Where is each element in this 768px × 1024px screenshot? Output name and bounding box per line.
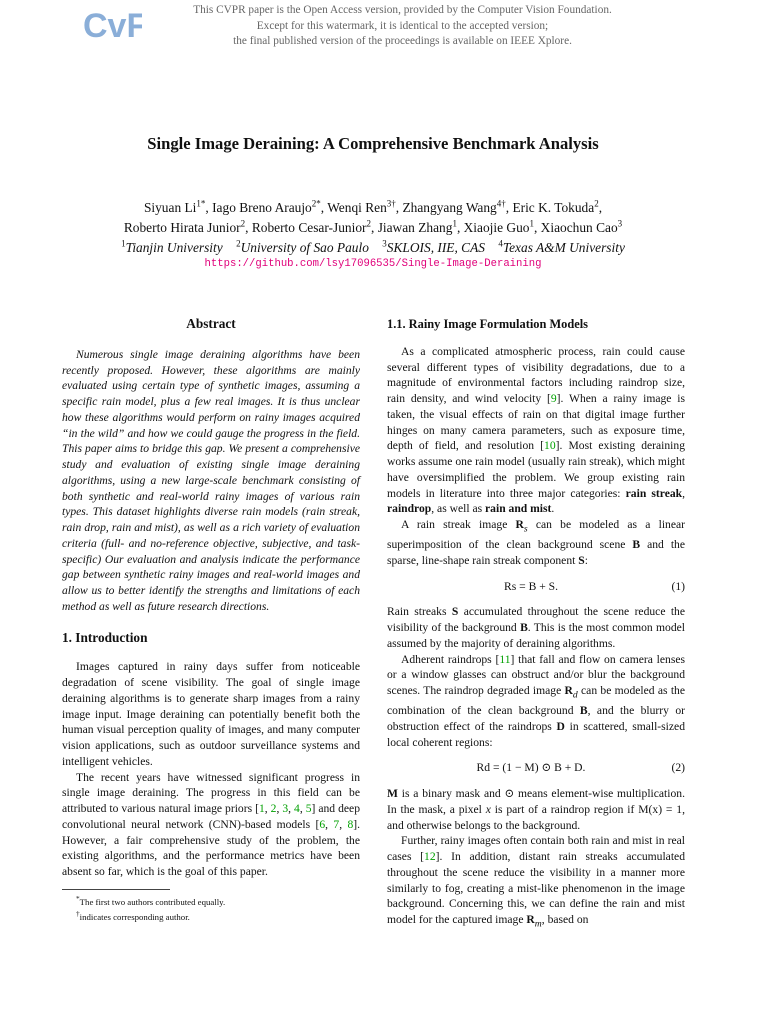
affiliation: University of Sao Paulo bbox=[240, 240, 369, 255]
author-sup: 3 bbox=[617, 218, 623, 229]
text-run: As a complicated atmospheric process, rain could cause several different types of visibility degradations, due to a magnitude of environmental factors including raindrop size, rain density, and wind velocity [ bbox=[387, 344, 685, 405]
text-run: , and otherwise belongs to the background. bbox=[387, 802, 685, 832]
math-symbol: D bbox=[556, 719, 565, 733]
author-name: Zhangyang Wang bbox=[402, 200, 497, 215]
math-symbol: R bbox=[564, 684, 573, 698]
text-run: , based on bbox=[541, 913, 589, 927]
math-symbol: B bbox=[579, 704, 588, 718]
math-expression: M(x) = 1 bbox=[638, 802, 683, 816]
body-paragraph bbox=[387, 604, 685, 651]
affiliation: SKLOIS, IIE, CAS bbox=[386, 240, 485, 255]
author-name: Xiaojie Guo bbox=[463, 220, 530, 235]
right-column bbox=[387, 315, 685, 932]
citation-link[interactable]: 12 bbox=[424, 850, 436, 864]
equation-body: Rd = (1 − M) ⊙ B + D. bbox=[476, 761, 586, 775]
author-name: Eric K. Tokuda bbox=[512, 200, 595, 215]
author-sup: 2 bbox=[366, 218, 371, 229]
equation-body: Rs = B + S. bbox=[504, 579, 558, 593]
author-sup: 4† bbox=[496, 198, 506, 209]
author-name: Jiawan Zhang bbox=[377, 220, 453, 235]
footnote-rule bbox=[62, 889, 170, 890]
cvf-logo-graphic bbox=[82, 6, 142, 44]
left-column bbox=[62, 315, 360, 923]
citation-link[interactable]: 8 bbox=[347, 817, 354, 831]
math-symbol: B bbox=[520, 621, 528, 635]
cvf-logo-text: CvF bbox=[83, 7, 142, 44]
paper-title: Single Image Deraining: A Comprehensive Benchmark Analysis bbox=[147, 134, 599, 153]
math-symbol: S bbox=[578, 553, 585, 567]
citation-link[interactable]: 7 bbox=[333, 817, 340, 831]
citation-link[interactable]: 10 bbox=[544, 439, 556, 453]
text-run: ]. Most existing deraining works assume one rain model (usually rain streak), which might have oversimplified the problem. We group existing rain models in literature into three major categories: bbox=[387, 439, 685, 500]
affiliation-num: 1 bbox=[121, 238, 126, 249]
citation-link[interactable]: 5 bbox=[305, 802, 312, 815]
watermark-line: the final published version of the proceedings is available on IEEE Xplore. bbox=[233, 35, 572, 47]
math-symbol: R bbox=[515, 518, 524, 531]
footnote-text: The first two authors contributed equally. bbox=[79, 896, 226, 907]
author-name: Siyuan Li bbox=[143, 200, 197, 215]
affiliation: Tianjin University bbox=[125, 240, 223, 255]
body-paragraph bbox=[387, 652, 685, 751]
text-run: , as well as bbox=[431, 502, 486, 516]
text-run: Rain streaks bbox=[387, 605, 452, 619]
text-run: Adherent raindrops [ bbox=[401, 652, 500, 666]
text-run: ]. However, a fair comprehensive study of the problem, the existing algorithms, and the performance metrics have been absent so far, which is the goal of this paper. bbox=[62, 817, 361, 878]
github-link[interactable]: https://github.com/lsy17096535/Single-Image-Deraining bbox=[204, 258, 542, 270]
author-sup: 1 bbox=[452, 218, 457, 229]
text-run: ]. In addition, distant rain streaks accumulated throughout the scene reduce the visibility in a manner more similarly to fog, creating a mist-like phenomenon in the image background. Concerning this, we can define the rain and mist model for the captured image bbox=[387, 850, 685, 927]
author-name: Roberto Cesar-Junior bbox=[251, 220, 367, 235]
citation-link[interactable]: 4 bbox=[294, 802, 300, 815]
footnote-mark: * bbox=[76, 893, 80, 903]
citation-link[interactable]: 1 bbox=[258, 802, 265, 815]
citation-link[interactable]: 11 bbox=[499, 652, 511, 666]
body-paragraph bbox=[387, 833, 685, 932]
text-run: is part of a raindrop region if bbox=[490, 802, 639, 816]
text-run: ]. When a rainy image is taken, the visual effects of rain on that digital image further hinges on many camera parameters, such as exposure time, depth of field, and resolution [ bbox=[387, 392, 685, 453]
equation-1 bbox=[387, 579, 685, 595]
math-symbol: S bbox=[451, 605, 459, 619]
citation-link[interactable]: 3 bbox=[282, 802, 289, 815]
footnote-mark: † bbox=[76, 908, 80, 918]
text-run: and the sparse, line-shape rain streak component bbox=[387, 538, 686, 567]
affiliation-num: 4 bbox=[498, 238, 503, 249]
author-sup: 2 bbox=[240, 218, 246, 229]
author-block bbox=[0, 198, 746, 258]
affiliation-line bbox=[0, 238, 746, 258]
footnote-text: indicates corresponding author. bbox=[79, 911, 190, 922]
keyword: raindrop bbox=[387, 502, 432, 516]
footnote bbox=[62, 893, 360, 908]
text-run: The recent years have witnessed significant progress in single image deraining. The progress in this field can be attributed to various natural image priors [ bbox=[62, 770, 360, 815]
open-access-watermark bbox=[150, 3, 655, 50]
text-run: A rain streak image bbox=[401, 518, 516, 531]
text-run: . bbox=[551, 502, 555, 516]
author-name: Wenqi Ren bbox=[327, 200, 387, 215]
equation-number: (1) bbox=[671, 579, 685, 593]
affiliation-num: 3 bbox=[382, 238, 387, 249]
citation-link[interactable]: 2 bbox=[270, 802, 277, 815]
author-name: Roberto Hirata Junior bbox=[123, 220, 241, 235]
math-symbol: x bbox=[485, 802, 491, 816]
author-sup: 1* bbox=[196, 198, 206, 209]
text-run: , bbox=[682, 486, 685, 500]
affiliation-num: 2 bbox=[236, 238, 241, 249]
text-run: accumulated throughout the scene reduce the visibility of the background bbox=[387, 605, 686, 635]
text-run: can be modeled as a linear superimposition of the clean background scene bbox=[387, 518, 685, 552]
footnote bbox=[62, 908, 360, 923]
author-sup: 2 bbox=[594, 198, 599, 209]
intro-paragraph: Images captured in rainy days suffer from noticeable degradation of scene visibility. The goal of single image deraining algorithms is to generate sharp images from a rainy image input. Image deraining can potentially benefit both the human visual perception quality of images, and many computer vision applications, such as outdoor surveillance systems and intelligent vehicles. bbox=[62, 660, 360, 768]
cvf-logo bbox=[82, 6, 142, 44]
keyword: rain streak bbox=[625, 486, 683, 500]
author-line: Siyuan $Li^{1*}$, Iago Breno Araujo$^{2*}$, Wenqi Ren$^{3\dagger}$, Zhangyang Wang$^{4\dagger}$, Eric K. Tokuda$^2$, bbox=[143, 198, 603, 215]
citation-link[interactable]: 6 bbox=[319, 817, 326, 831]
math-symbol: m bbox=[534, 918, 542, 930]
text-run: , and the blurry or obstruction effect of the raindrops bbox=[387, 704, 685, 733]
abstract-text: Numerous single image deraining algorithms have been recently proposed. However, these algorithms are mainly evaluated using certain type of synthetic images, assuming a specific rain model, plus a few real images. It is thus unclear how these algorithms would perform on rainy images acquired “in the wild” and how we could gauge the progress in the field. This paper aims to bridge this gap. We present a comprehensive study and evaluation of existing single image deraining algorithms, using a new large-scale benchmark consisting of both synthetic and real-world rainy images of various rain types. This dataset highlights diverse rain models (rain streak, rain drop, rain and mist), as well as a rich variety of evaluation criteria (full- and no-reference objective, subjective, and task-specific) Our evaluation and analysis indicate the performance gap between synthetic rainy images and real-world images and allow us to better identify the strengths and limitations of each method as well as future research directions. bbox=[62, 347, 360, 613]
citation-link[interactable]: 9 bbox=[550, 392, 557, 405]
text-run: in scattered, small-sized local coherent regions: bbox=[387, 719, 685, 749]
equation-number: (2) bbox=[671, 761, 685, 775]
section-heading-introduction: 1. Introduction bbox=[62, 629, 148, 645]
math-symbol: M bbox=[387, 787, 398, 801]
author-sup: 2* bbox=[311, 198, 321, 209]
keyword: rain and mist bbox=[485, 502, 552, 516]
text-run: can be modeled as the combination of the clean background bbox=[387, 684, 685, 718]
text-run: is a binary mask and ⊙ means element-wise multiplication. In the mask, a pixel bbox=[387, 787, 685, 816]
author-sup: 1 bbox=[529, 218, 534, 229]
affiliation: Texas A&M University bbox=[502, 240, 625, 255]
intro-paragraph: The recent years have witnessed significant progress in single image deraining. The progress in this field can be attributed to various natural image priors [1, 2, 3, 4, 5] and deep convolutional neural network (CNN)-based models [6, 7, 8]. However, a fair comprehensive study of the problem, the existing algorithms, and the performance metrics have been absent so far, which is the goal of this paper. bbox=[62, 770, 361, 878]
math-symbol: R bbox=[526, 913, 535, 927]
watermark-line: Except for this watermark, it is identical to the accepted version; bbox=[256, 19, 549, 32]
body-paragraph bbox=[387, 517, 685, 569]
author-name: Iago Breno Araujo bbox=[212, 200, 312, 215]
text-run: ] and deep convolutional neural network (CNN)-based models [ bbox=[62, 802, 360, 831]
watermark-line: This CVPR paper is the Open Access version, provided by the Computer Vision Foundation. bbox=[193, 4, 612, 16]
text-run: . This is the most common model assumed by the majority of deraining algorithms. bbox=[387, 621, 685, 650]
math-symbol: s bbox=[523, 523, 528, 535]
equation-2 bbox=[387, 760, 685, 776]
body-paragraph bbox=[387, 344, 685, 517]
text-run: Further, rainy images often contain both rain and mist in real cases [ bbox=[387, 834, 685, 864]
math-symbol: d bbox=[572, 689, 578, 701]
text-run: ] that fall and flow on camera lenses or a window glasses can obstruct and/or blur the background scenes. The raindrop degraded image bbox=[387, 652, 685, 698]
body-paragraph bbox=[387, 786, 685, 833]
author-sup: 3† bbox=[386, 198, 396, 209]
author-line: Roberto Hirata Junior$^2$, Roberto Cesar-Junior$^2$, Jiawan Zhang$^1$, Xiaojie Guo$^1$, Xiaochun Cao$^3$ bbox=[123, 218, 623, 235]
math-symbol: B bbox=[632, 538, 641, 552]
subsection-heading: 1.1. Rainy Image Formulation Models bbox=[387, 317, 588, 331]
author-name: Xiaochun Cao bbox=[540, 220, 618, 235]
text-run: : bbox=[584, 553, 588, 567]
abstract-heading: Abstract bbox=[186, 316, 236, 331]
